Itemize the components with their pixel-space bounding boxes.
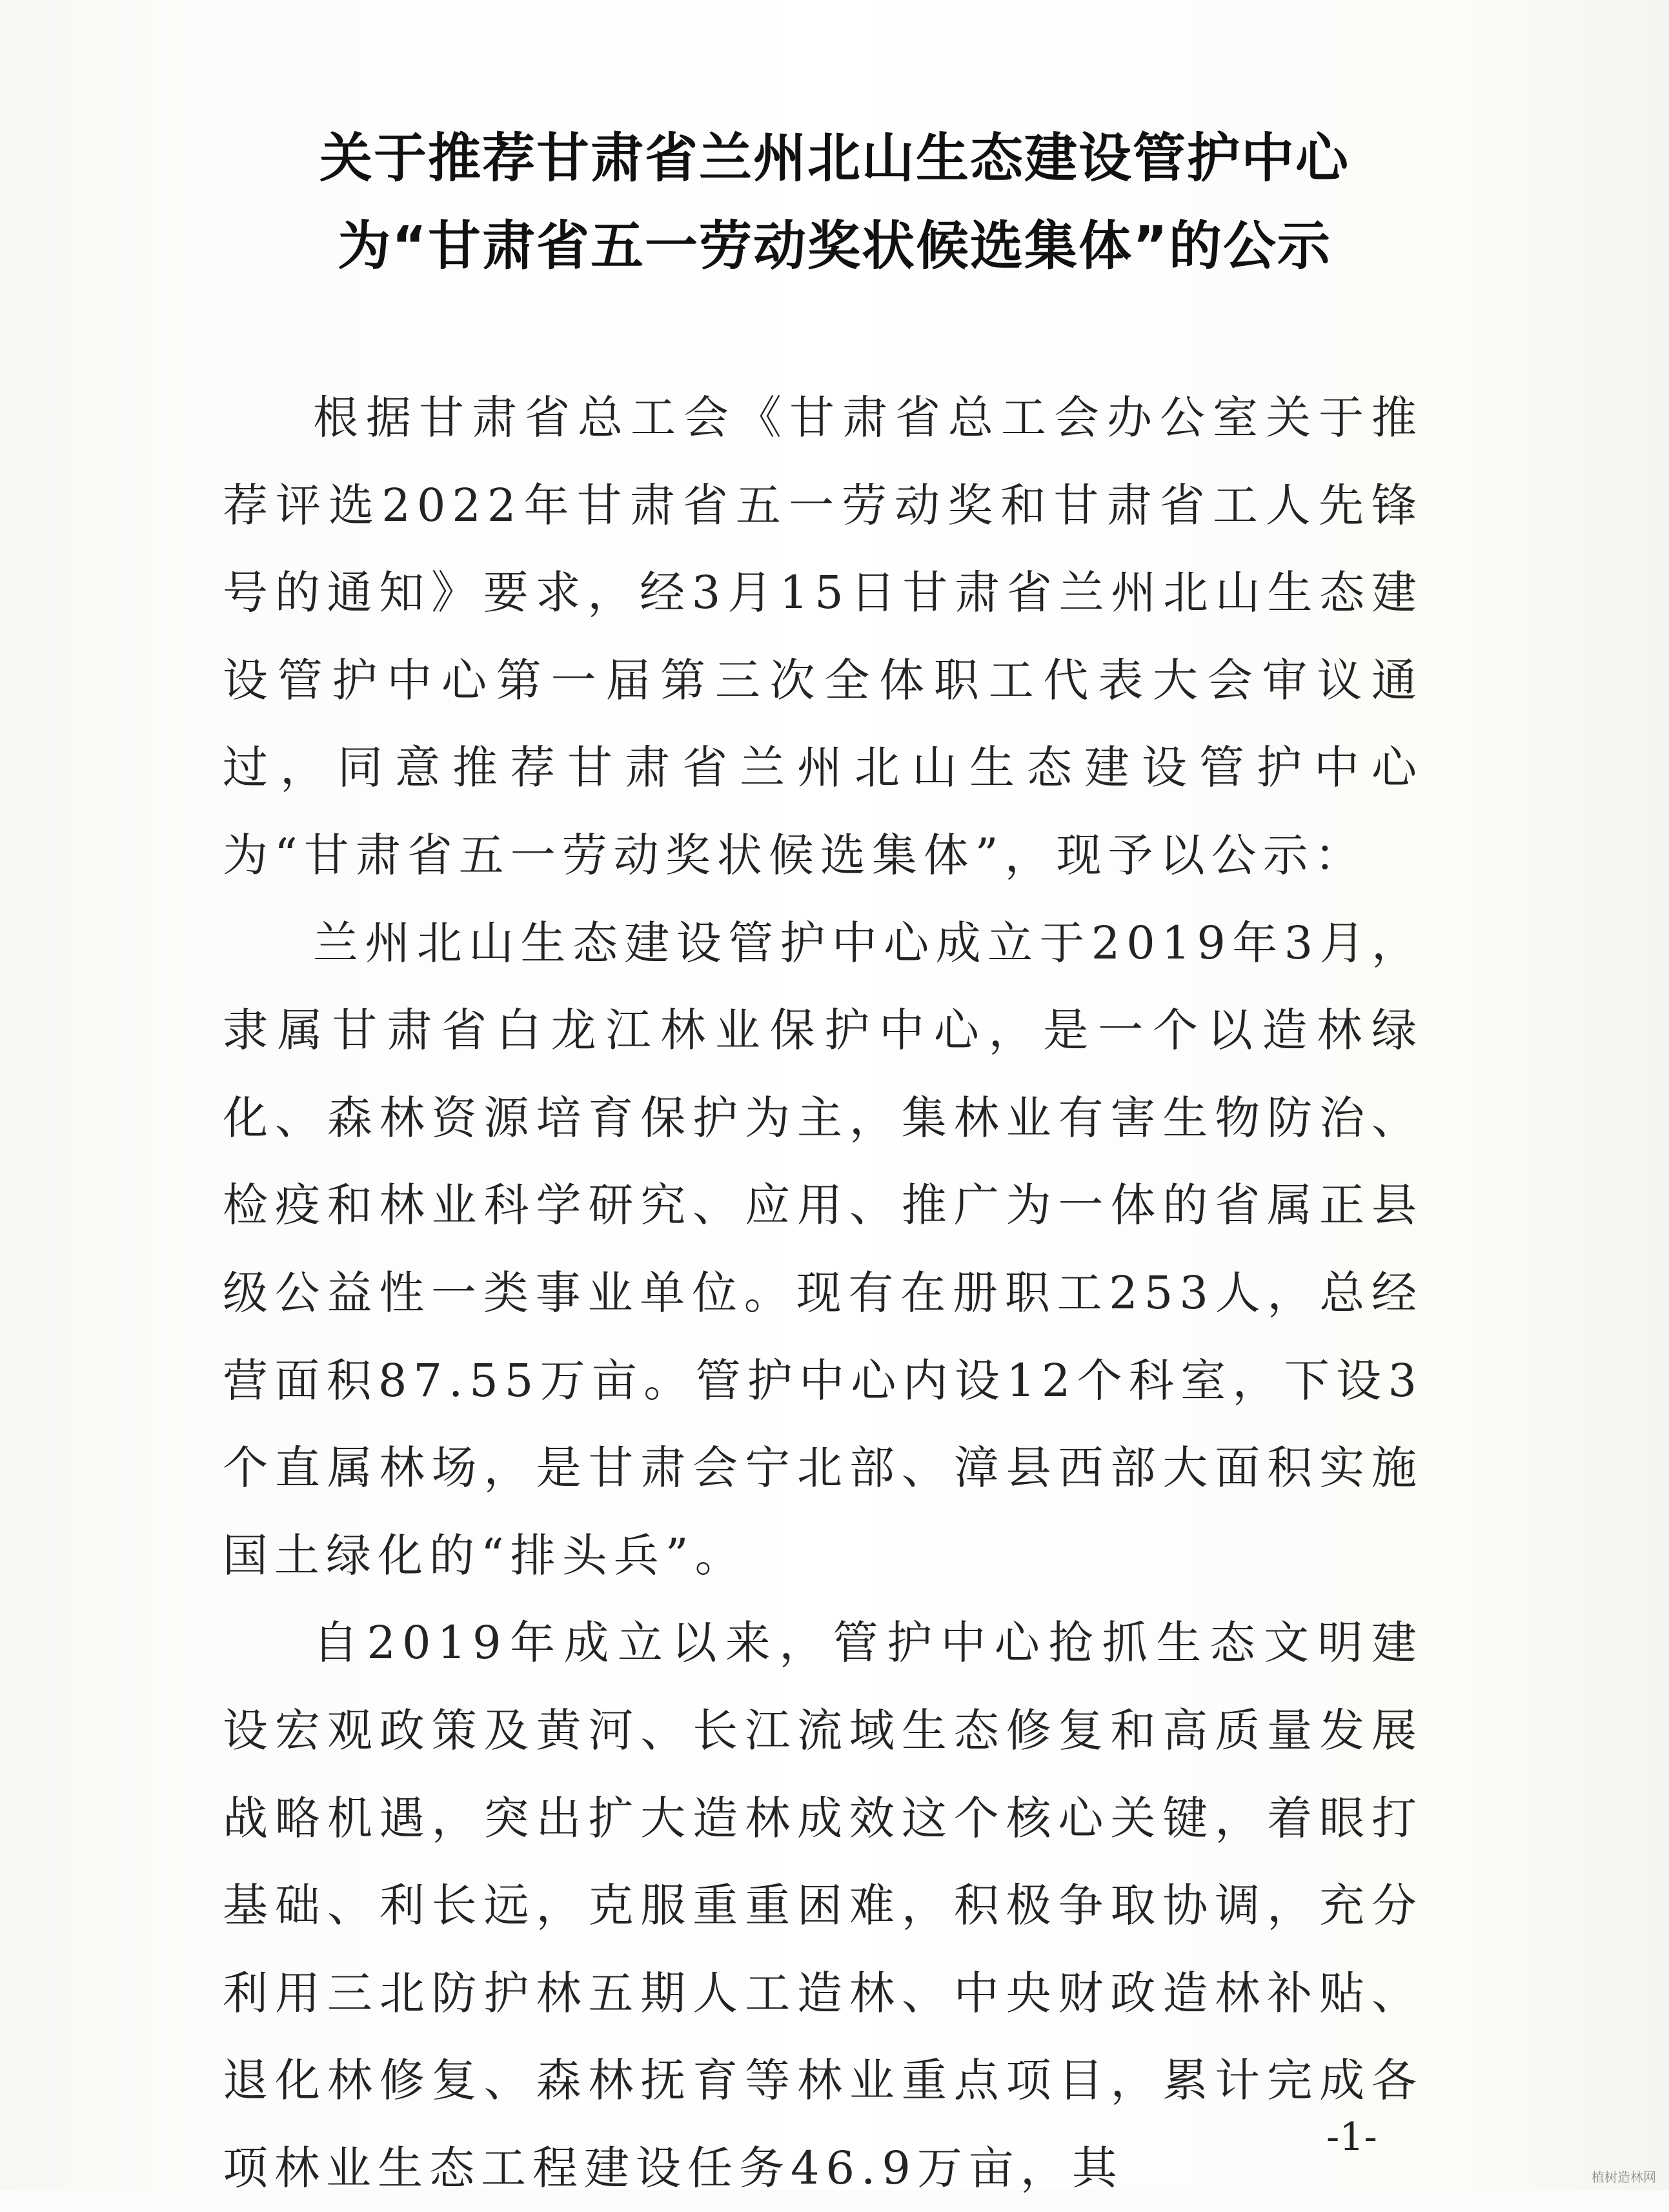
paragraph-3: 自2019年成立以来，管护中心抢抓生态文明建设宏观政策及黄河、长江流域生态修复和高质量发展战略机遇，突出扩大造林成效这个核心关键，着眼打基础、利长远，克服重重困难，积极争取协调，充分利用三北防护林五期人工造林、中央财政造林补贴、退化林修复、森林抚育等林业重点项目，累计完成各项林业生态工程建设任务46.9万亩，其 <box>223 1616 1423 2195</box>
paragraph-1: 根据甘肃省总工会《甘肃省总工会办公室关于推荐评选2022年甘肃省五一劳动奖和甘肃省工人先锋号的通知》要求，经3月15日甘肃省兰州北山生态建设管护中心第一届第三次全体职工代表大会审议通过，同意推荐甘肃省兰州北山生态建设管护中心为“甘肃省五一劳动奖状候选集体”，现予以公示： <box>223 391 1423 882</box>
watermark: 植树造林网 <box>1592 2169 1656 2185</box>
document-title <box>0 115 1669 290</box>
paragraph-2: 兰州北山生态建设管护中心成立于2019年3月，隶属甘肃省白龙江林业保护中心，是一个以造林绿化、森林资源培育保护为主，集林业有害生物防治、检疫和林业科学研究、应用、推广为一体的省属正县级公益性一类事业单位。现有在册职工253人，总经营面积87.55万亩。管护中心内设12个科室，下设3个直属林场，是甘肃会宁北部、漳县西部大面积实施国土绿化的“排头兵”。 <box>223 916 1423 1582</box>
title-line-2: 为“甘肃省五一劳动奖状候选集体”的公示 <box>338 216 1331 277</box>
page-number: -1- <box>1326 2115 1377 2160</box>
title-line-1: 关于推荐甘肃省兰州北山生态建设管护中心 <box>319 128 1350 189</box>
document-body <box>223 374 1423 2212</box>
